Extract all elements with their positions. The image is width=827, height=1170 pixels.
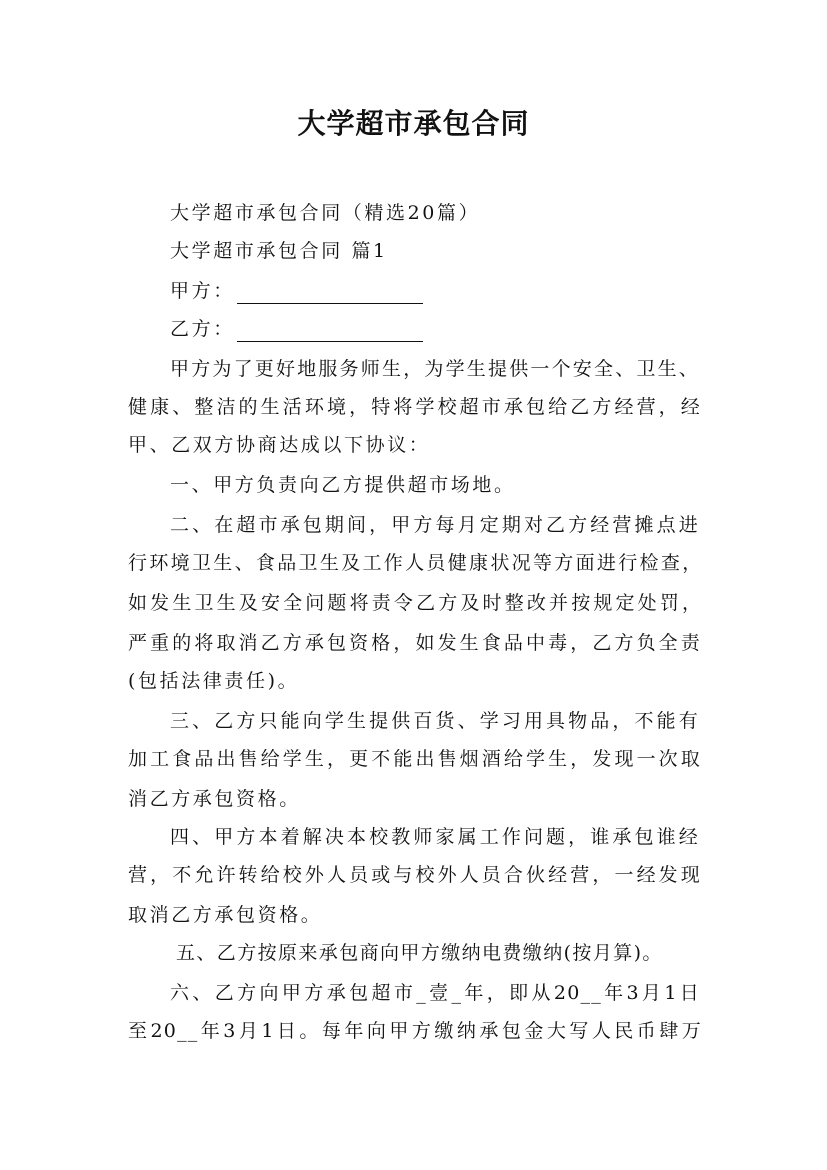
body-line: 加工食品出售给学生，更不能出售烟酒给学生，发现一次取 [128, 748, 702, 770]
body-line: 取消乙方承包资格。 [128, 904, 323, 926]
body-line: 行环境卫生、食品卫生及工作人员健康状况等方面进行检查， [128, 552, 702, 574]
body-line: 甲、乙双方协商达成以下协议： [128, 434, 431, 456]
document-title: 大学超市承包合同 [297, 107, 530, 140]
party-a-row [170, 278, 423, 304]
body-line: 消乙方承包资格。 [128, 788, 301, 810]
body-line: 营，不允许转给校外人员或与校外人员合伙经营，一经发现 [128, 864, 702, 886]
body-line: 四、甲方本着解决本校教师家属工作问题，谁承包谁经 [170, 826, 700, 848]
body-line: 健康、整洁的生活环境，特将学校超市承包给乙方经营，经 [128, 396, 702, 418]
party-b-row [170, 316, 423, 342]
party-b-blank [237, 321, 423, 342]
body-line: (包括法律责任)。 [128, 670, 300, 692]
body-line: 六、乙方向甲方承包超市_壹_年，即从20__年3月1日 [170, 982, 700, 1004]
body-line: 至20__年3月1日。每年向甲方缴纳承包金大写人民币肆万 [128, 1020, 702, 1042]
body-line: 甲方为了更好地服务师生，为学生提供一个安全、卫生、 [170, 358, 701, 380]
body-line: 二、在超市承包期间，甲方每月定期对乙方经营摊点进 [170, 514, 700, 536]
document-subtitle: 大学超市承包合同（精选20篇） [170, 202, 481, 224]
party-b-label: 乙方： [170, 318, 235, 340]
section-heading: 大学超市承包合同 篇1 [170, 240, 388, 262]
party-a-blank [237, 283, 423, 304]
body-line: 严重的将取消乙方承包资格，如发生食品中毒，乙方负全责 [128, 632, 702, 654]
party-a-label: 甲方： [170, 280, 235, 302]
body-line: 五、乙方按原来承包商向甲方缴纳电费缴纳(按月算)。 [176, 942, 663, 964]
body-line: 如发生卫生及安全问题将责令乙方及时整改并按规定处罚， [128, 592, 702, 614]
body-line: 三、乙方只能向学生提供百货、学习用具物品，不能有 [170, 710, 700, 732]
body-line: 一、甲方负责向乙方提供超市场地。 [170, 474, 516, 496]
